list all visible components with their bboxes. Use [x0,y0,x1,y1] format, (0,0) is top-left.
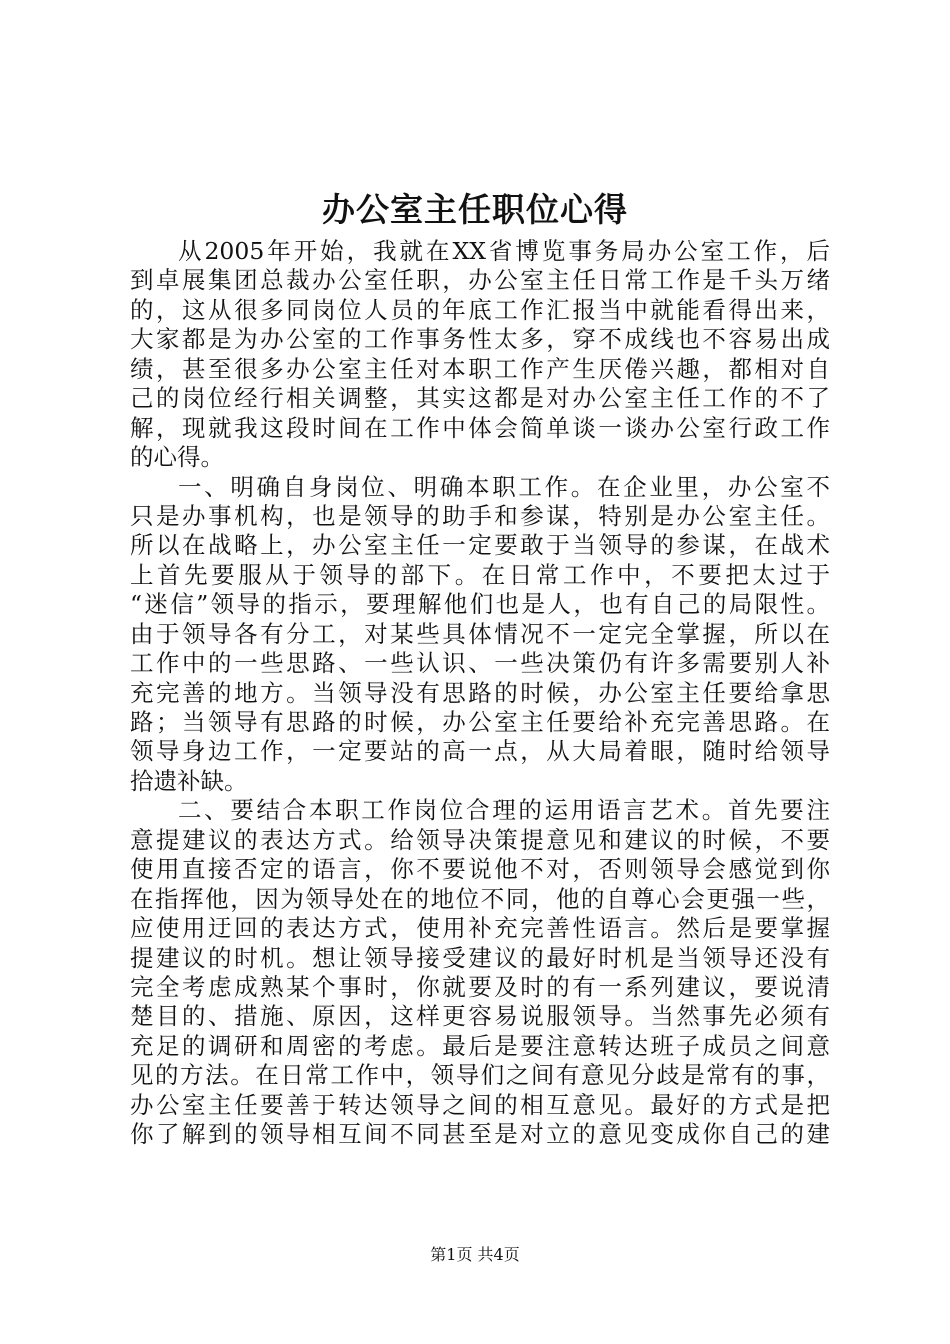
paragraph-line: 充足的调研和周密的考虑。最后是要注意转达班子成员之间意 [130,1031,830,1060]
page-number: 第1页 共4页 [430,1245,520,1264]
paragraph-line: 拾遗补缺。 [130,766,248,795]
document-body [130,237,830,1150]
paragraph-line: 完全考虑成熟某个事时，你就要及时的有一系列建议，要说清 [130,972,830,1001]
paragraph-line: 应使用迂回的表达方式，使用补充完善性语言。然后是要掌握 [130,914,830,943]
paragraph-line: 使用直接否定的语言，你不要说他不对，否则领导会感觉到你 [130,855,830,884]
page-title: 办公室主任职位心得 [322,190,628,229]
paragraph-line: 楚目的、措施、原因，这样更容易说服领导。当然事先必须有 [130,1002,830,1031]
paragraph-line: 大家都是为办公室的工作事务性太多，穿不成线也不容易出成 [130,325,830,354]
paragraph-line: “迷信”领导的指示，要理解他们也是人，也有自己的局限性。 [130,590,830,619]
paragraph-line: 上首先要服从于领导的部下。在日常工作中，不要把太过于 [130,560,830,589]
paragraph-line: 见的方法。在日常工作中，领导们之间有意见分歧是常有的事， [130,1061,830,1090]
paragraph-line: 绩，甚至很多办公室主任对本职工作产生厌倦兴趣，都相对自 [130,354,830,383]
paragraph-line: 路；当领导有思路的时候，办公室主任要给补充完善思路。在 [130,708,830,736]
paragraph-line: 一、明确自身岗位、明确本职工作。在企业里，办公室不 [178,472,830,501]
paragraph-line: 解，现就我这段时间在工作中体会简单谈一谈办公室行政工作 [130,413,830,442]
paragraph-line: 在指挥他，因为领导处在的地位不同，他的自尊心会更强一些， [130,884,830,913]
paragraph-line: 工作中的一些思路、一些认识、一些决策仍有许多需要别人补 [130,649,830,678]
paragraph-line: 充完善的地方。当领导没有思路的时候，办公室主任要给拿思 [130,678,830,707]
paragraph-line: 的心得。 [130,443,224,472]
paragraph-line: 从2005年开始，我就在XX省博览事务局办公室工作，后 [178,237,830,265]
paragraph-line: 由于领导各有分工，对某些具体情况不一定完全掌握，所以在 [130,619,830,648]
paragraph-line: 的，这从很多同岗位人员的年底工作汇报当中就能看得出来， [130,295,830,324]
paragraph-line: 所以在战略上，办公室主任一定要敢于当领导的参谋，在战术 [130,531,830,560]
paragraph-line: 领导身边工作，一定要站的高一点，从大局着眼，随时给领导 [130,737,830,766]
paragraph-line: 己的岗位经行相关调整，其实这都是对办公室主任工作的不了 [130,384,830,413]
paragraph-line: 你了解到的领导相互间不同甚至是对立的意见变成你自己的建 [130,1120,830,1149]
paragraph-line: 只是办事机构，也是领导的助手和参谋，特别是办公室主任。 [130,501,830,530]
paragraph-line: 到卓展集团总裁办公室任职，办公室主任日常工作是千头万绪 [130,266,830,295]
paragraph-line: 办公室主任要善于转达领导之间的相互意见。最好的方式是把 [130,1090,830,1119]
paragraph-line: 提建议的时机。想让领导接受建议的最好时机是当领导还没有 [130,943,830,972]
paragraph-line: 意提建议的表达方式。给领导决策提意见和建议的时候，不要 [130,825,830,854]
paragraph-line: 二、要结合本职工作岗位合理的运用语言艺术。首先要注 [178,796,830,825]
